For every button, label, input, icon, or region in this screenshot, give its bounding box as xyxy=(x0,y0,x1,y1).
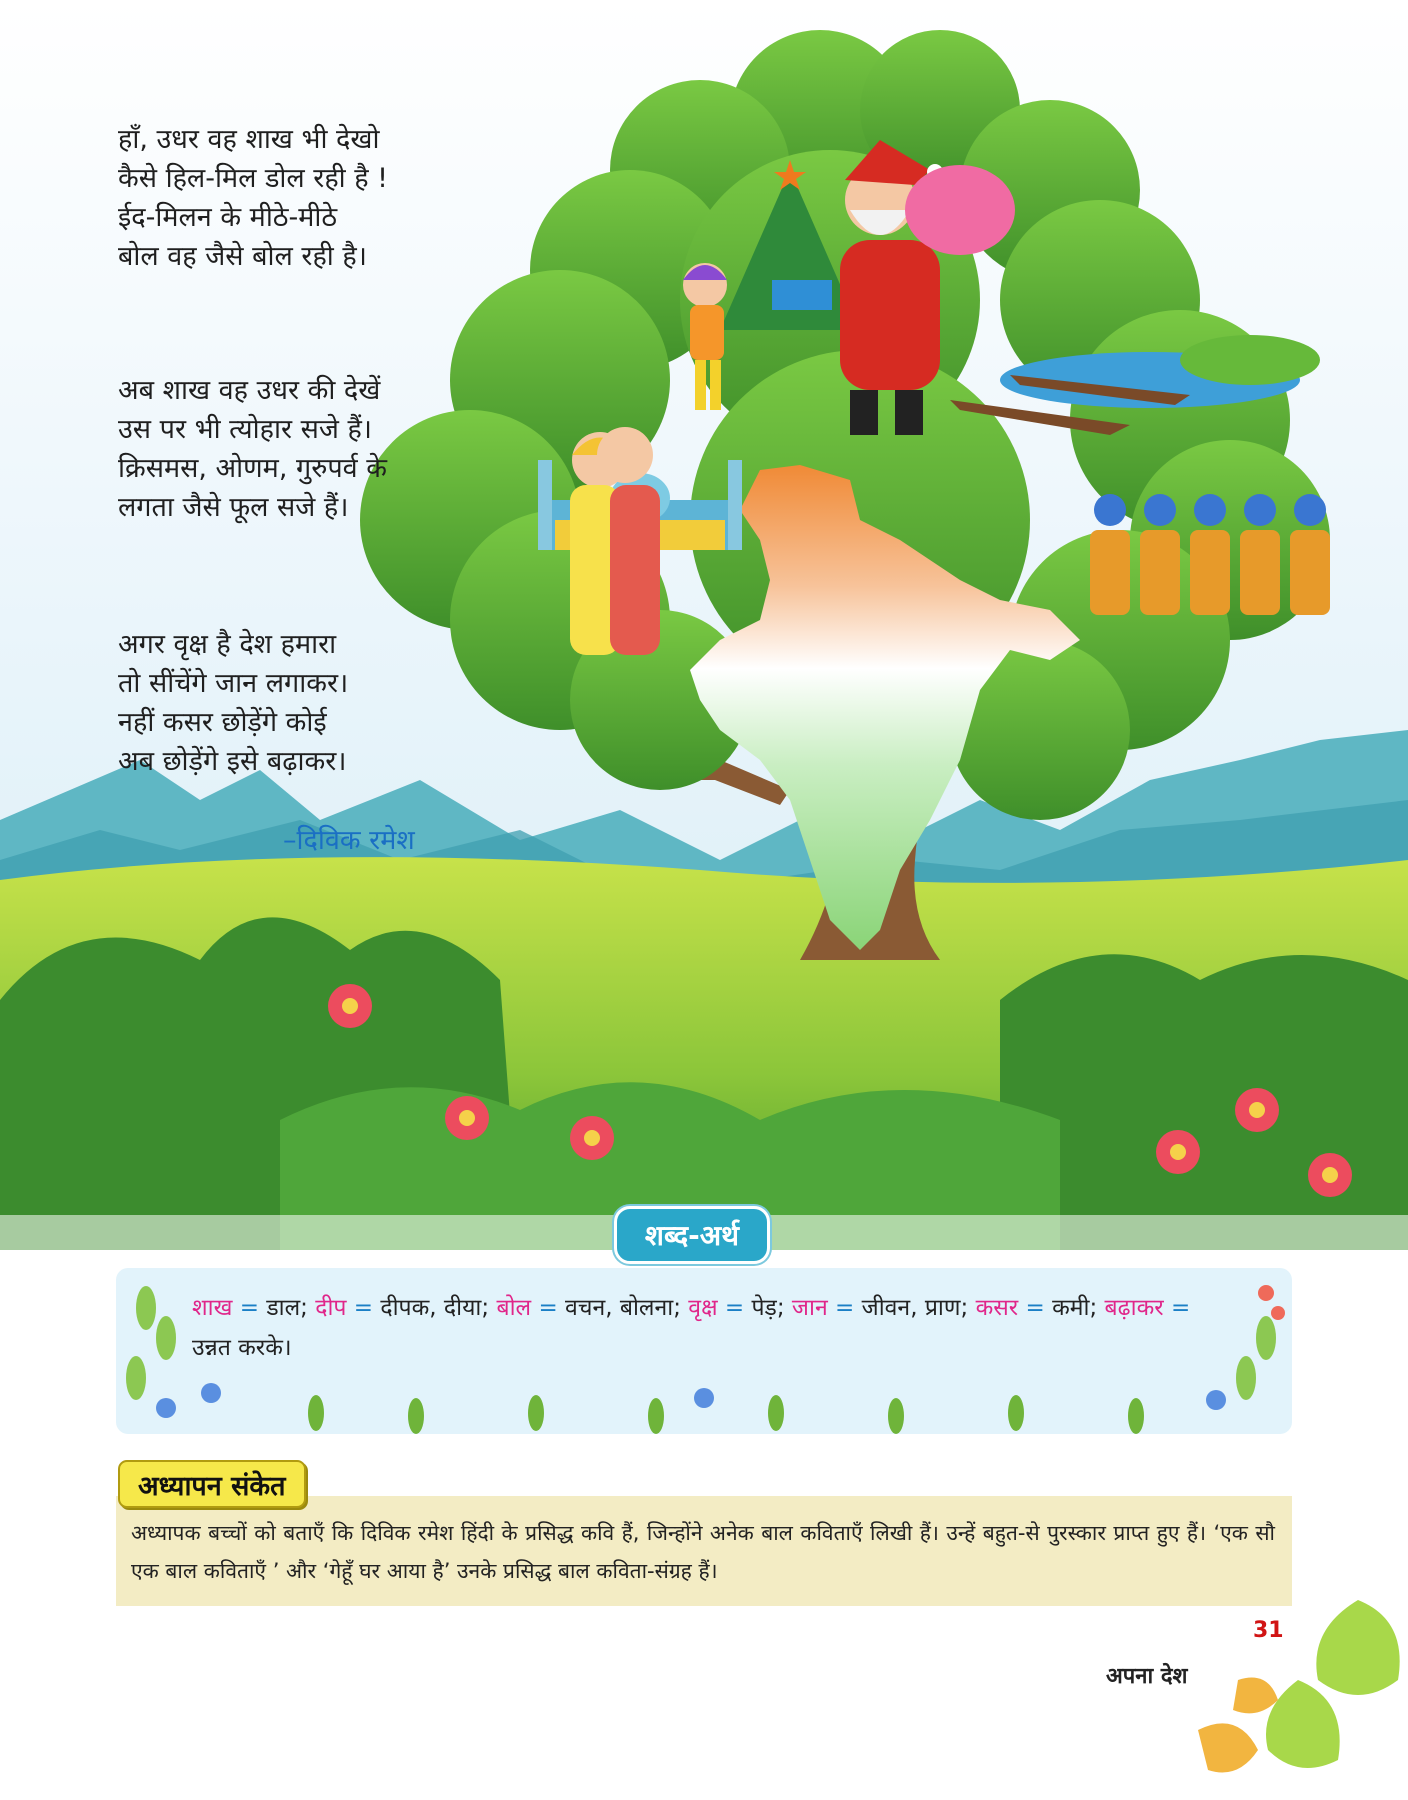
glossary-box xyxy=(116,1268,1292,1434)
poem-line: लगता जैसे फूल सजे हैं। xyxy=(118,492,349,523)
page-number: 31 xyxy=(1253,1618,1284,1643)
poem-line: नहीं कसर छोड़ेंगे कोई xyxy=(118,707,327,738)
glossary-meaning: कमी; xyxy=(1052,1295,1098,1321)
glossary-word: जान xyxy=(791,1295,828,1321)
poem-stanza-3 xyxy=(118,625,348,781)
glossary-word: दीप xyxy=(315,1295,347,1321)
poem-author: –दिविक रमेश xyxy=(283,825,415,856)
glossary-word: वृक्ष xyxy=(688,1295,718,1321)
glossary-word: बढ़ाकर xyxy=(1104,1295,1164,1321)
glossary-meaning: जीवन, प्राण; xyxy=(861,1295,969,1321)
poem-line: अब शाख वह उधर की देखें xyxy=(118,375,381,406)
gurpurab-procession xyxy=(1090,530,1330,615)
poem-line: तो सींचेंगे जान लगाकर। xyxy=(118,668,349,699)
glossary-meaning: उन्नत करके। xyxy=(192,1335,292,1361)
poem-line: हाँ, उधर वह शाख भी देखो xyxy=(118,124,380,155)
glossary-word: बोल xyxy=(496,1295,532,1321)
glossary-title: शब्द-अर्थ xyxy=(614,1206,770,1264)
book-title: अपना देश xyxy=(1106,1664,1188,1689)
teaching-note-label: अध्यापन संकेत xyxy=(118,1460,306,1508)
poem-line: ईद-मिलन के मीठे-मीठे xyxy=(118,202,338,233)
poem-line: क्रिसमस, ओणम, गुरुपर्व के xyxy=(118,453,388,484)
teaching-note-box xyxy=(116,1496,1292,1606)
poem-line: अब छोड़ेंगे इसे बढ़ाकर। xyxy=(118,746,347,777)
poem-stanza-2 xyxy=(118,371,387,527)
autumn-leaves-decoration xyxy=(1178,1560,1408,1790)
teaching-note-text: अध्यापक बच्चों को बताएँ कि दिविक रमेश हिंदी के प्रसिद्ध कवि हैं, जिन्होंने अनेक बाल कविताएँ लिखी हैं। उन्हें बहुत-से पुरस्कार प्राप्त हुए हैं। ‘एक सौ एक बाल कविताएँ ’ और ‘गेहूँ घर आया है’ उनके प्रसिद्ध बाल कविता-संग्रह हैं। xyxy=(131,1521,1275,1583)
poem-line: बोल वह जैसे बोल रही है। xyxy=(118,241,367,272)
glossary-text: शाख = डाल; दीप = दीपक, दीया; बोल = वचन, बोलना; वृक्ष = पेड़; जान = जीवन, प्राण; कसर = कमी; बढ़ाकर = उन्नत करके। xyxy=(192,1295,1191,1361)
poem-line: अगर वृक्ष है देश हमारा xyxy=(118,629,337,660)
glossary-meaning: डाल; xyxy=(266,1295,308,1321)
glossary-word: शाख xyxy=(192,1295,233,1321)
poem-line: कैसे हिल-मिल डोल रही है ! xyxy=(118,163,389,194)
poem-line: उस पर भी त्योहार सजे हैं। xyxy=(118,414,373,445)
glossary-meaning: दीपक, दीया; xyxy=(380,1295,490,1321)
glossary-meaning: पेड़; xyxy=(751,1295,785,1321)
glossary-meaning: वचन, बोलना; xyxy=(565,1295,681,1321)
glossary-word: कसर xyxy=(975,1295,1019,1321)
poem-stanza-1 xyxy=(118,120,388,276)
